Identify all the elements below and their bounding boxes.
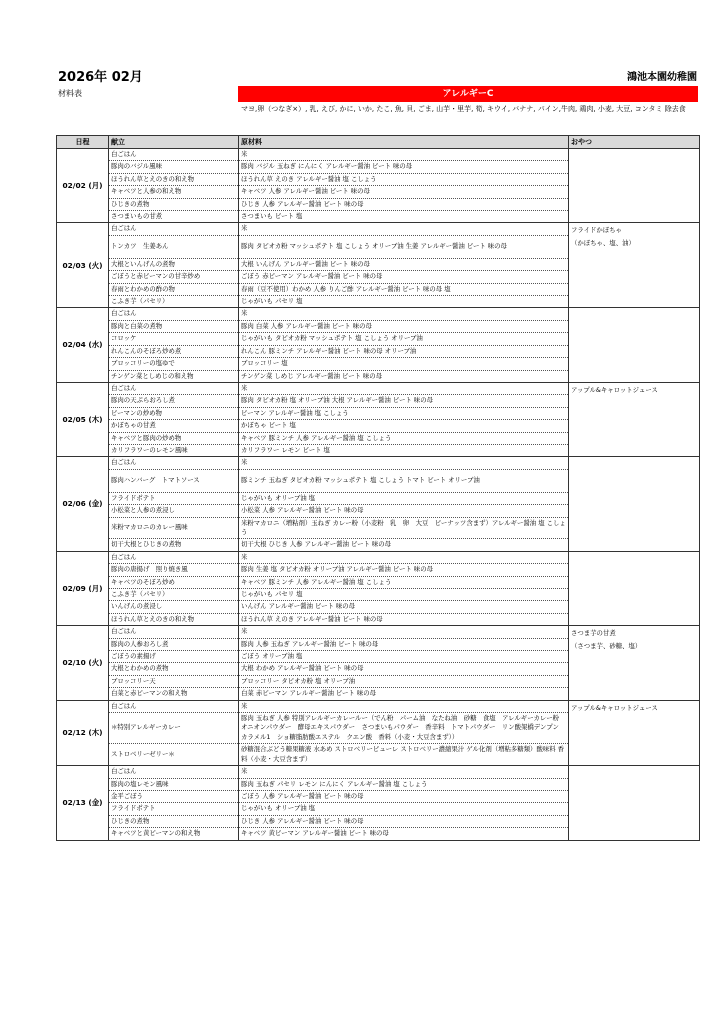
ingredients: キャベツ 人参 アレルギー醤油 ビート 味の母 xyxy=(239,186,569,198)
menu-item: 大根といんげんの煮物 xyxy=(109,258,239,270)
ingredients: 米 xyxy=(239,700,569,712)
menu-item: 豚肉と白菜の煮物 xyxy=(109,320,239,332)
menu-item: 白ごはん xyxy=(109,700,239,712)
snack-line: （かぼちゃ、塩、油） xyxy=(571,238,635,247)
menu-item: こふき芋（パセリ） xyxy=(109,589,239,601)
table-row xyxy=(57,700,700,712)
ingredients: 豚肉 玉ねぎ パセリ レモン にんにく アレルギー醤油 塩 こしょう xyxy=(239,778,569,790)
menu-item: カリフラワーのレモン風味 xyxy=(109,444,239,456)
ingredients: ブロッコリー タピオカ粉 塩 オリーブ油 xyxy=(239,675,569,687)
menu-item: ストロベリーゼリー＊ xyxy=(109,744,239,766)
menu-item: 金平ごぼう xyxy=(109,790,239,802)
menu-item: コロッケ xyxy=(109,333,239,345)
menu-item: ひじきの煮物 xyxy=(109,198,239,210)
menu-item: いんげんの煮浸し xyxy=(109,601,239,613)
table-row xyxy=(57,382,700,394)
ingredients: 豚肉 生姜 塩 タピオカ粉 オリーブ油 アレルギー醤油 ビート 味の母 xyxy=(239,564,569,576)
ingredients: カリフラワー レモン ビート 塩 xyxy=(239,444,569,456)
column-header-ingredients: 原材料 xyxy=(239,136,569,149)
ingredients: 豚肉 タピオカ粉 塩 オリーブ油 大根 アレルギー醤油 ビート 味の母 xyxy=(239,395,569,407)
menu-item: 切干大根とひじきの煮物 xyxy=(109,539,239,551)
table-row xyxy=(57,551,700,563)
ingredients: 大根 いんげん アレルギー醤油 ビート 味の母 xyxy=(239,258,569,270)
menu-item: キャベツと黄ピーマンの和え物 xyxy=(109,828,239,840)
snack-cell xyxy=(569,223,700,308)
ingredients: 切干大根 ひじき 人参 アレルギー醤油 ビート 味の母 xyxy=(239,539,569,551)
ingredients: キャベツ 豚ミンチ 人参 アレルギー醤油 塩 こしょう xyxy=(239,576,569,588)
snack-cell xyxy=(569,551,700,625)
menu-item: 豚肉の人参おろし煮 xyxy=(109,638,239,650)
menu-item: チンゲン菜としめじの和え物 xyxy=(109,370,239,382)
day-date: 02/02 (月) xyxy=(57,149,109,223)
menu-item: ごぼうと赤ピーマンの甘辛炒め xyxy=(109,271,239,283)
menu-item: 白ごはん xyxy=(109,626,239,638)
menu-item: 豚肉のバジル風味 xyxy=(109,161,239,173)
ingredients: ひじき 人参 アレルギー醤油 ビート 味の母 xyxy=(239,198,569,210)
menu-item: 白ごはん xyxy=(109,223,239,235)
ingredients: かぼちゃ ビート 塩 xyxy=(239,420,569,432)
menu-item: 白ごはん xyxy=(109,308,239,320)
ingredients: ひじき 人参 アレルギー醤油 ビート 味の母 xyxy=(239,815,569,827)
snack-line: フライドかぼちゃ xyxy=(571,226,622,235)
day-date: 02/04 (水) xyxy=(57,308,109,382)
menu-item: 春雨とわかめの酢の物 xyxy=(109,283,239,295)
table-row xyxy=(57,223,700,235)
day-date: 02/06 (金) xyxy=(57,457,109,551)
menu-item: ピーマンの炒め物 xyxy=(109,407,239,419)
menu-item: ごぼうの素揚げ xyxy=(109,651,239,663)
day-date: 02/12 (木) xyxy=(57,700,109,765)
menu-item: フライドポテト xyxy=(109,492,239,504)
day-date: 02/03 (火) xyxy=(57,223,109,308)
menu-item: 米粉マカロニのカレー風味 xyxy=(109,517,239,539)
menu-item: こふき芋（パセリ） xyxy=(109,296,239,308)
ingredients: ごぼう オリーブ油 塩 xyxy=(239,651,569,663)
ingredients: 米 xyxy=(239,382,569,394)
ingredients: 豚肉 玉ねぎ 人参 特別アレルギーカレールー（でん粉 パーム油 なたね油 砂糖 食塩 アレルギーカレー粉 オニオンパウダー 酵母エキスパウダー さつまいもパウダー 香辛料 トマトパウダー リン酸架橋デンプン カラメル1 ショ糖脂肪酸エステル クエン酸 香料（小麦・大豆含まず）） xyxy=(239,713,569,744)
page-title: 2026年 02月 xyxy=(58,70,143,85)
ingredients: 米 xyxy=(239,626,569,638)
page-subtitle: 材料表 xyxy=(58,89,82,98)
table-row xyxy=(57,766,700,778)
ingredients: キャベツ 黄ピーマン アレルギー醤油 ビート 味の母 xyxy=(239,828,569,840)
ingredients: 豚ミンチ 玉ねぎ タピオカ粉 マッシュポテト 塩 こしょう トマト ビート オリーブ油 xyxy=(239,469,569,492)
menu-item: 小松菜と人参の煮浸し xyxy=(109,505,239,517)
ingredients: 米 xyxy=(239,766,569,778)
menu-item: れんこんのそぼろ炒め煮 xyxy=(109,345,239,357)
ingredients: ピーマン アレルギー醤油 塩 こしょう xyxy=(239,407,569,419)
ingredients: 豚肉 白菜 人参 アレルギー醤油 ビート 味の母 xyxy=(239,320,569,332)
menu-item: トンカツ 生姜あん xyxy=(109,235,239,258)
menu-item: ひじきの煮物 xyxy=(109,815,239,827)
snack-line: アップル&キャロットジュース xyxy=(571,385,658,394)
school-name: 鴻池本園幼稚園 xyxy=(627,72,697,83)
allergy-label-banner: アレルギーC xyxy=(238,86,698,102)
ingredients: ごぼう 人参 アレルギー醤油 ビート 味の母 xyxy=(239,790,569,802)
menu-item: 白ごはん xyxy=(109,149,239,161)
ingredients: じゃがいも タピオカ粉 マッシュポテト 塩 こしょう オリーブ油 xyxy=(239,333,569,345)
ingredients: 春雨（豆不使用）わかめ 人参 りんご酢 アレルギー醤油 ビート 味の母 塩 xyxy=(239,283,569,295)
menu-item: 豚肉の塩レモン風味 xyxy=(109,778,239,790)
menu-item: キャベツと人参の和え物 xyxy=(109,186,239,198)
menu-item: ほうれん草とえのきの和え物 xyxy=(109,173,239,185)
menu-item: 大根とわかめの煮物 xyxy=(109,663,239,675)
menu-item: ブロッコリーの塩ゆで xyxy=(109,358,239,370)
menu-item: さつまいもの甘煮 xyxy=(109,211,239,223)
column-header-snack: おやつ xyxy=(569,136,700,149)
ingredients: 豚肉 人参 玉ねぎ アレルギー醤油 ビート 味の母 xyxy=(239,638,569,650)
menu-item: 白ごはん xyxy=(109,766,239,778)
menu-table xyxy=(56,135,700,841)
menu-table-body xyxy=(57,149,700,841)
ingredients: 米 xyxy=(239,308,569,320)
ingredients: じゃがいも パセリ 塩 xyxy=(239,296,569,308)
ingredients: ほうれん草 えのき アレルギー醤油 ビート 味の母 xyxy=(239,613,569,625)
snack-cell xyxy=(569,149,700,223)
menu-item: フライドポテト xyxy=(109,803,239,815)
ingredients: いんげん アレルギー醤油 ビート 味の母 xyxy=(239,601,569,613)
snack-cell xyxy=(569,700,700,765)
ingredients: じゃがいも パセリ 塩 xyxy=(239,589,569,601)
ingredients: じゃがいも オリーブ油 塩 xyxy=(239,803,569,815)
ingredients: ほうれん草 えのき アレルギー醤油 塩 こしょう xyxy=(239,173,569,185)
ingredients: 大根 わかめ アレルギー醤油 ビート 味の母 xyxy=(239,663,569,675)
ingredients: 豚肉 バジル 玉ねぎ にんにく アレルギー醤油 ビート 味の母 xyxy=(239,161,569,173)
menu-item: ＊特別アレルギーカレー xyxy=(109,713,239,744)
table-row xyxy=(57,457,700,469)
menu-item: 白菜と赤ピーマンの和え物 xyxy=(109,688,239,700)
ingredients: 米 xyxy=(239,149,569,161)
menu-item: キャベツのそぼろ炒め xyxy=(109,576,239,588)
allergy-note: マヨ,卵（つなぎ×）, 乳, えび, かに, いか, たこ, 魚, 貝, ごま, 山芋・里芋, 筍, キウイ, バナナ, パイン,牛肉, 鶏肉, 小麦, 大豆, コンタミ 除去食 xyxy=(241,105,686,113)
menu-item: 白ごはん xyxy=(109,457,239,469)
ingredients: 豚肉 タピオカ粉 マッシュポテト 塩 こしょう オリーブ油 生姜 アレルギー醤油 ビート 味の母 xyxy=(239,235,569,258)
ingredients: チンゲン菜 しめじ アレルギー醤油 ビート 味の母 xyxy=(239,370,569,382)
ingredients: 米 xyxy=(239,223,569,235)
ingredients: 砂糖混合ぶどう糖果糖液 水あめ ストロベリーピューレ ストロベリー濃縮果汁 ゲル化剤（増粘多糖類）酸味料 香料（小麦・大豆含まず） xyxy=(239,744,569,766)
ingredients: さつまいも ビート 塩 xyxy=(239,211,569,223)
snack-line: さつま芋の甘煮 xyxy=(571,629,616,638)
column-header-date: 日程 xyxy=(57,136,109,149)
snack-cell xyxy=(569,626,700,700)
menu-item: ほうれん草とえのきの和え物 xyxy=(109,613,239,625)
table-row xyxy=(57,308,700,320)
ingredients: ブロッコリー 塩 xyxy=(239,358,569,370)
ingredients: 小松菜 人参 アレルギー醤油 ビート 味の母 xyxy=(239,505,569,517)
ingredients: 米 xyxy=(239,551,569,563)
snack-cell xyxy=(569,382,700,456)
snack-line: アップル&キャロットジュース xyxy=(571,703,658,712)
ingredients: れんこん 豚ミンチ アレルギー醤油 ビート 味の母 オリーブ油 xyxy=(239,345,569,357)
menu-item: キャベツと豚肉の炒め物 xyxy=(109,432,239,444)
day-date: 02/05 (木) xyxy=(57,382,109,456)
ingredients: 米 xyxy=(239,457,569,469)
ingredients: じゃがいも オリーブ油 塩 xyxy=(239,492,569,504)
menu-item: ブロッコリー天 xyxy=(109,675,239,687)
menu-item: 豚肉ハンバーグ トマトソース xyxy=(109,469,239,492)
table-row xyxy=(57,626,700,638)
menu-item: 豚肉の天ぷらおろし煮 xyxy=(109,395,239,407)
table-row xyxy=(57,149,700,161)
menu-item: 白ごはん xyxy=(109,382,239,394)
menu-item: かぼちゃの甘煮 xyxy=(109,420,239,432)
table-header-row xyxy=(57,136,700,149)
column-header-menu: 献立 xyxy=(109,136,239,149)
ingredients: 米粉マカロニ（増粘剤）玉ねぎ カレー粉（小麦粉 乳 卵 大豆 ピーナッツ含まず）アレルギー醤油 塩 こしょう xyxy=(239,517,569,539)
snack-cell xyxy=(569,308,700,382)
menu-item: 白ごはん xyxy=(109,551,239,563)
day-date: 02/09 (月) xyxy=(57,551,109,625)
day-date: 02/10 (火) xyxy=(57,626,109,700)
snack-cell xyxy=(569,457,700,551)
ingredients: 白菜 赤ピーマン アレルギー醤油 ビート 味の母 xyxy=(239,688,569,700)
day-date: 02/13 (金) xyxy=(57,766,109,840)
snack-line: （さつま芋、砂糖、塩） xyxy=(571,641,642,650)
ingredients: キャベツ 豚ミンチ 人参 アレルギー醤油 塩 こしょう xyxy=(239,432,569,444)
menu-item: 豚肉の唐揚げ 照り焼き風 xyxy=(109,564,239,576)
ingredients: ごぼう 赤ピーマン アレルギー醤油 ビート 味の母 xyxy=(239,271,569,283)
snack-cell xyxy=(569,766,700,840)
